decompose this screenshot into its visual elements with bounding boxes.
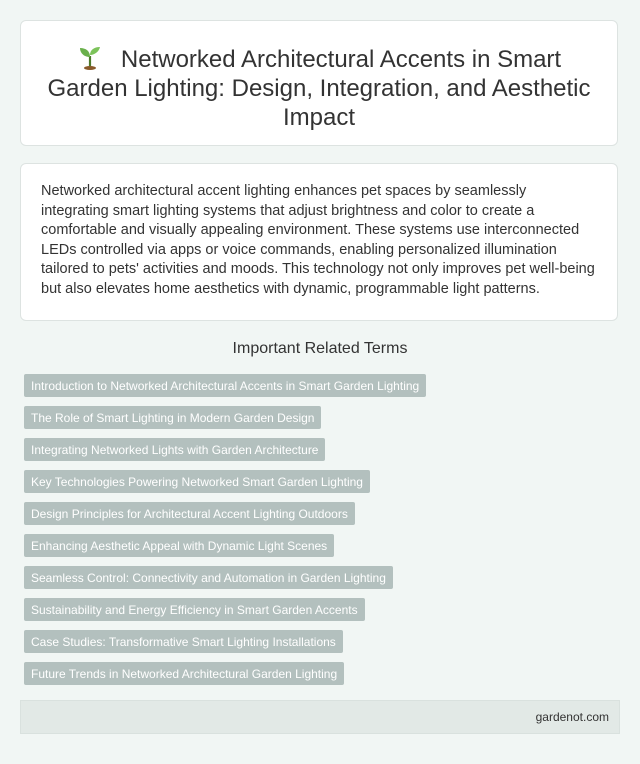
page-title-text: Networked Architectural Accents in Smart Garden Lighting: Design, Integration, and Aesthetic Impact bbox=[47, 46, 591, 131]
related-term-link[interactable]: Integrating Networked Lights with Garden Architecture bbox=[24, 438, 325, 461]
related-term-link[interactable]: Future Trends in Networked Architectural Garden Lighting bbox=[24, 662, 344, 685]
related-term-link[interactable]: Case Studies: Transformative Smart Lighting Installations bbox=[24, 630, 343, 653]
related-term-link[interactable]: Key Technologies Powering Networked Smart Garden Lighting bbox=[24, 470, 370, 493]
title-card bbox=[20, 20, 618, 146]
related-term-link[interactable]: Enhancing Aesthetic Appeal with Dynamic Light Scenes bbox=[24, 534, 334, 557]
related-term-link[interactable]: Seamless Control: Connectivity and Automation in Garden Lighting bbox=[24, 566, 393, 589]
related-term-link[interactable]: Sustainability and Energy Efficiency in Smart Garden Accents bbox=[24, 598, 365, 621]
related-terms-heading: Important Related Terms bbox=[232, 340, 408, 357]
footer-site-link[interactable]: gardenot.com bbox=[535, 710, 609, 724]
sprout-icon bbox=[77, 44, 103, 70]
related-term-link[interactable]: Introduction to Networked Architectural Accents in Smart Garden Lighting bbox=[24, 374, 426, 397]
description-text: Networked architectural accent lighting enhances pet spaces by seamlessly integrating smart lighting systems that adjust brightness and color to create a comfortable and visually appealing environment. These systems use interconnected LEDs controlled via apps or voice commands, enabling personalized illumination tailored to pets' activities and moods. This technology not only improves pet well-being but also elevates home aesthetics with dynamic, programmable light patterns. bbox=[41, 183, 595, 297]
related-term-link[interactable]: Design Principles for Architectural Accent Lighting Outdoors bbox=[24, 502, 355, 525]
page-title bbox=[41, 44, 597, 132]
related-term-link[interactable]: The Role of Smart Lighting in Modern Garden Design bbox=[24, 406, 321, 429]
footer-bar bbox=[20, 700, 620, 734]
related-terms-list bbox=[24, 374, 426, 694]
description-card bbox=[20, 163, 618, 321]
